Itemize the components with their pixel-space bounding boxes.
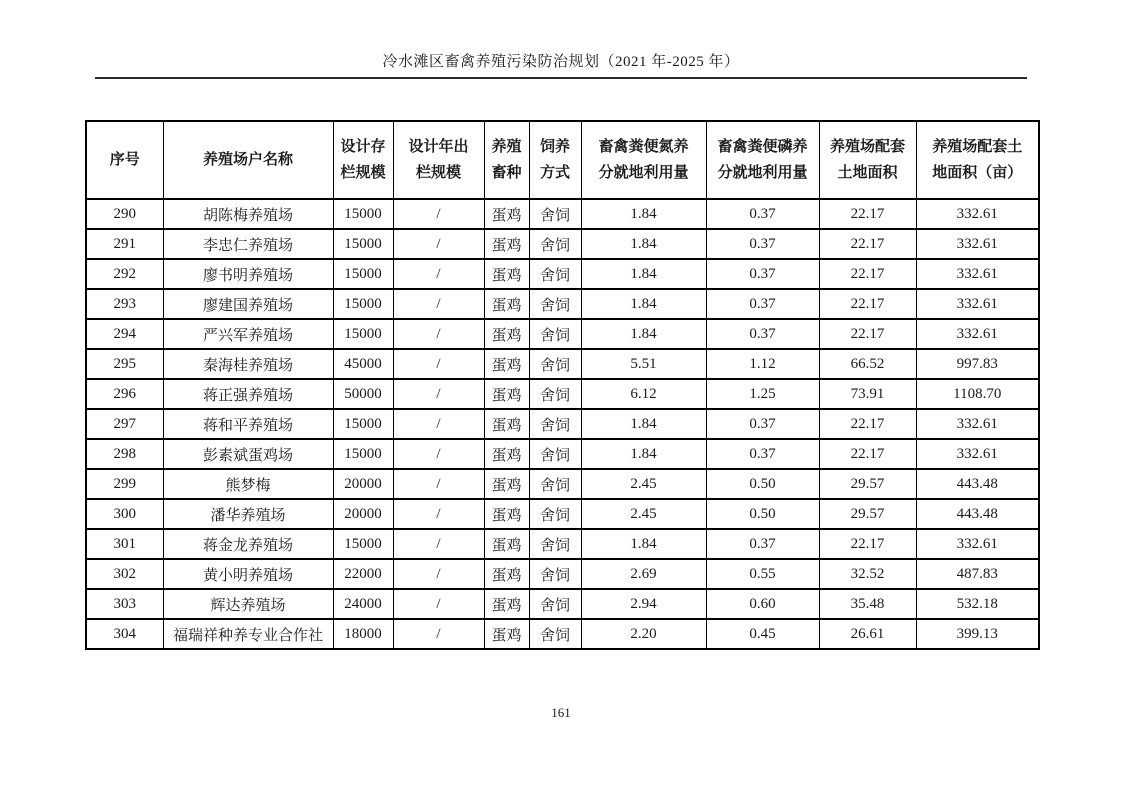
cell-design-annual-output-scale: / — [393, 289, 484, 319]
cell-farm-name: 辉达养殖场 — [163, 589, 333, 619]
cell-manure-nitrogen-local-utilization: 1.84 — [581, 289, 706, 319]
cell-manure-nitrogen-local-utilization: 1.84 — [581, 259, 706, 289]
cell-design-stock-scale: 15000 — [333, 289, 393, 319]
cell-supporting-land-area-mu: 332.61 — [916, 289, 1039, 319]
cell-feeding-method: 舍饲 — [529, 319, 581, 349]
cell-design-stock-scale: 15000 — [333, 319, 393, 349]
cell-manure-phosphorus-local-utilization: 0.50 — [706, 469, 819, 499]
cell-feeding-method: 舍饲 — [529, 619, 581, 649]
cell-index: 299 — [86, 469, 163, 499]
cell-index: 293 — [86, 289, 163, 319]
cell-feeding-method: 舍饲 — [529, 199, 581, 229]
cell-livestock-type: 蛋鸡 — [484, 259, 529, 289]
cell-design-annual-output-scale: / — [393, 499, 484, 529]
column-header-manure-nitrogen-local-utilization: 畜禽粪便氮养 分就地利用量 — [581, 121, 706, 199]
cell-design-stock-scale: 50000 — [333, 379, 393, 409]
cell-supporting-land-area: 22.17 — [819, 229, 916, 259]
cell-farm-name: 廖建国养殖场 — [163, 289, 333, 319]
cell-design-stock-scale: 24000 — [333, 589, 393, 619]
cell-livestock-type: 蛋鸡 — [484, 619, 529, 649]
document-header — [95, 50, 1027, 79]
cell-farm-name: 蒋金龙养殖场 — [163, 529, 333, 559]
cell-farm-name: 廖书明养殖场 — [163, 259, 333, 289]
cell-farm-name: 秦海桂养殖场 — [163, 349, 333, 379]
table-row — [86, 619, 1039, 649]
cell-manure-nitrogen-local-utilization: 1.84 — [581, 319, 706, 349]
cell-supporting-land-area: 29.57 — [819, 469, 916, 499]
cell-manure-phosphorus-local-utilization: 0.50 — [706, 499, 819, 529]
cell-design-stock-scale: 15000 — [333, 439, 393, 469]
cell-supporting-land-area-mu: 443.48 — [916, 499, 1039, 529]
cell-manure-phosphorus-local-utilization: 0.37 — [706, 229, 819, 259]
cell-manure-nitrogen-local-utilization: 1.84 — [581, 199, 706, 229]
table-row — [86, 259, 1039, 289]
cell-index: 304 — [86, 619, 163, 649]
cell-supporting-land-area-mu: 443.48 — [916, 469, 1039, 499]
cell-livestock-type: 蛋鸡 — [484, 439, 529, 469]
cell-supporting-land-area: 73.91 — [819, 379, 916, 409]
cell-index: 297 — [86, 409, 163, 439]
cell-manure-nitrogen-local-utilization: 2.94 — [581, 589, 706, 619]
cell-supporting-land-area-mu: 1108.70 — [916, 379, 1039, 409]
cell-farm-name: 蒋和平养殖场 — [163, 409, 333, 439]
cell-manure-phosphorus-local-utilization: 1.25 — [706, 379, 819, 409]
table-row — [86, 409, 1039, 439]
table-row — [86, 469, 1039, 499]
cell-supporting-land-area: 32.52 — [819, 559, 916, 589]
cell-farm-name: 严兴军养殖场 — [163, 319, 333, 349]
table-row — [86, 319, 1039, 349]
cell-supporting-land-area: 22.17 — [819, 439, 916, 469]
cell-feeding-method: 舍饲 — [529, 289, 581, 319]
cell-manure-nitrogen-local-utilization: 1.84 — [581, 439, 706, 469]
cell-index: 292 — [86, 259, 163, 289]
table-body — [86, 199, 1039, 649]
cell-supporting-land-area: 26.61 — [819, 619, 916, 649]
cell-design-annual-output-scale: / — [393, 259, 484, 289]
cell-supporting-land-area-mu: 487.83 — [916, 559, 1039, 589]
cell-manure-phosphorus-local-utilization: 0.37 — [706, 319, 819, 349]
cell-livestock-type: 蛋鸡 — [484, 499, 529, 529]
table-row — [86, 379, 1039, 409]
cell-supporting-land-area: 22.17 — [819, 259, 916, 289]
column-header-supporting-land-area: 养殖场配套 土地面积 — [819, 121, 916, 199]
cell-manure-nitrogen-local-utilization: 1.84 — [581, 229, 706, 259]
cell-index: 302 — [86, 559, 163, 589]
cell-livestock-type: 蛋鸡 — [484, 379, 529, 409]
cell-supporting-land-area: 22.17 — [819, 289, 916, 319]
cell-supporting-land-area-mu: 332.61 — [916, 319, 1039, 349]
cell-design-annual-output-scale: / — [393, 619, 484, 649]
column-header-supporting-land-area-mu: 养殖场配套土 地面积（亩） — [916, 121, 1039, 199]
cell-farm-name: 潘华养殖场 — [163, 499, 333, 529]
cell-supporting-land-area: 22.17 — [819, 409, 916, 439]
cell-livestock-type: 蛋鸡 — [484, 229, 529, 259]
cell-index: 296 — [86, 379, 163, 409]
cell-farm-name: 彭素斌蛋鸡场 — [163, 439, 333, 469]
cell-feeding-method: 舍饲 — [529, 499, 581, 529]
table-row — [86, 199, 1039, 229]
cell-manure-nitrogen-local-utilization: 6.12 — [581, 379, 706, 409]
table-row — [86, 289, 1039, 319]
cell-manure-phosphorus-local-utilization: 0.55 — [706, 559, 819, 589]
cell-index: 295 — [86, 349, 163, 379]
cell-manure-nitrogen-local-utilization: 2.45 — [581, 469, 706, 499]
cell-index: 301 — [86, 529, 163, 559]
cell-manure-phosphorus-local-utilization: 0.37 — [706, 439, 819, 469]
cell-index: 300 — [86, 499, 163, 529]
cell-farm-name: 福瑞祥种养专业合作社 — [163, 619, 333, 649]
cell-design-stock-scale: 15000 — [333, 199, 393, 229]
cell-feeding-method: 舍饲 — [529, 349, 581, 379]
cell-feeding-method: 舍饲 — [529, 439, 581, 469]
column-header-manure-phosphorus-local-utilization: 畜禽粪便磷养 分就地利用量 — [706, 121, 819, 199]
cell-manure-phosphorus-local-utilization: 0.60 — [706, 589, 819, 619]
cell-design-stock-scale: 45000 — [333, 349, 393, 379]
page-number: 161 — [551, 705, 571, 720]
cell-design-annual-output-scale: / — [393, 529, 484, 559]
table-row — [86, 349, 1039, 379]
cell-design-annual-output-scale: / — [393, 379, 484, 409]
cell-farm-name: 蒋正强养殖场 — [163, 379, 333, 409]
cell-design-annual-output-scale: / — [393, 559, 484, 589]
cell-design-stock-scale: 20000 — [333, 469, 393, 499]
cell-farm-name: 李忠仁养殖场 — [163, 229, 333, 259]
table-row — [86, 499, 1039, 529]
column-header-design-stock-scale: 设计存 栏规模 — [333, 121, 393, 199]
cell-manure-nitrogen-local-utilization: 2.45 — [581, 499, 706, 529]
cell-index: 294 — [86, 319, 163, 349]
cell-design-annual-output-scale: / — [393, 199, 484, 229]
cell-livestock-type: 蛋鸡 — [484, 319, 529, 349]
cell-livestock-type: 蛋鸡 — [484, 349, 529, 379]
cell-supporting-land-area: 22.17 — [819, 199, 916, 229]
cell-design-annual-output-scale: / — [393, 469, 484, 499]
cell-design-stock-scale: 15000 — [333, 259, 393, 289]
cell-livestock-type: 蛋鸡 — [484, 469, 529, 499]
cell-supporting-land-area-mu: 332.61 — [916, 199, 1039, 229]
table-row — [86, 529, 1039, 559]
cell-design-annual-output-scale: / — [393, 589, 484, 619]
cell-farm-name: 黄小明养殖场 — [163, 559, 333, 589]
cell-manure-phosphorus-local-utilization: 0.45 — [706, 619, 819, 649]
cell-supporting-land-area-mu: 332.61 — [916, 439, 1039, 469]
cell-manure-nitrogen-local-utilization: 5.51 — [581, 349, 706, 379]
cell-design-stock-scale: 22000 — [333, 559, 393, 589]
cell-feeding-method: 舍饲 — [529, 379, 581, 409]
table-header-row — [86, 121, 1039, 199]
document-title: 冷水滩区畜禽养殖污染防治规划（2021 年-2025 年） — [382, 54, 740, 70]
cell-index: 290 — [86, 199, 163, 229]
column-header-design-annual-output-scale: 设计年出 栏规模 — [393, 121, 484, 199]
table-row — [86, 589, 1039, 619]
cell-design-annual-output-scale: / — [393, 229, 484, 259]
cell-manure-phosphorus-local-utilization: 0.37 — [706, 259, 819, 289]
column-header-livestock-type: 养殖 畜种 — [484, 121, 529, 199]
cell-livestock-type: 蛋鸡 — [484, 199, 529, 229]
cell-design-annual-output-scale: / — [393, 319, 484, 349]
cell-manure-nitrogen-local-utilization: 1.84 — [581, 529, 706, 559]
cell-supporting-land-area-mu: 332.61 — [916, 409, 1039, 439]
cell-feeding-method: 舍饲 — [529, 589, 581, 619]
cell-feeding-method: 舍饲 — [529, 409, 581, 439]
cell-supporting-land-area-mu: 399.13 — [916, 619, 1039, 649]
cell-design-stock-scale: 15000 — [333, 229, 393, 259]
table-row — [86, 229, 1039, 259]
cell-feeding-method: 舍饲 — [529, 229, 581, 259]
cell-manure-nitrogen-local-utilization: 2.20 — [581, 619, 706, 649]
cell-supporting-land-area-mu: 332.61 — [916, 259, 1039, 289]
cell-design-stock-scale: 18000 — [333, 619, 393, 649]
cell-manure-phosphorus-local-utilization: 0.37 — [706, 199, 819, 229]
cell-manure-phosphorus-local-utilization: 0.37 — [706, 409, 819, 439]
cell-manure-nitrogen-local-utilization: 1.84 — [581, 409, 706, 439]
cell-supporting-land-area: 22.17 — [819, 319, 916, 349]
cell-manure-phosphorus-local-utilization: 0.37 — [706, 529, 819, 559]
cell-design-stock-scale: 15000 — [333, 529, 393, 559]
cell-manure-phosphorus-local-utilization: 1.12 — [706, 349, 819, 379]
cell-livestock-type: 蛋鸡 — [484, 589, 529, 619]
cell-index: 303 — [86, 589, 163, 619]
cell-farm-name: 熊梦梅 — [163, 469, 333, 499]
cell-manure-nitrogen-local-utilization: 2.69 — [581, 559, 706, 589]
cell-design-stock-scale: 20000 — [333, 499, 393, 529]
cell-supporting-land-area: 66.52 — [819, 349, 916, 379]
cell-supporting-land-area-mu: 997.83 — [916, 349, 1039, 379]
cell-feeding-method: 舍饲 — [529, 469, 581, 499]
column-header-feeding-method: 饲养 方式 — [529, 121, 581, 199]
cell-design-annual-output-scale: / — [393, 409, 484, 439]
cell-supporting-land-area: 22.17 — [819, 529, 916, 559]
cell-supporting-land-area-mu: 332.61 — [916, 529, 1039, 559]
cell-index: 298 — [86, 439, 163, 469]
cell-farm-name: 胡陈梅养殖场 — [163, 199, 333, 229]
column-header-index: 序号 — [86, 121, 163, 199]
cell-supporting-land-area: 35.48 — [819, 589, 916, 619]
cell-design-annual-output-scale: / — [393, 439, 484, 469]
cell-feeding-method: 舍饲 — [529, 529, 581, 559]
cell-supporting-land-area-mu: 332.61 — [916, 229, 1039, 259]
cell-livestock-type: 蛋鸡 — [484, 409, 529, 439]
table-row — [86, 439, 1039, 469]
cell-design-stock-scale: 15000 — [333, 409, 393, 439]
cell-supporting-land-area-mu: 532.18 — [916, 589, 1039, 619]
cell-feeding-method: 舍饲 — [529, 259, 581, 289]
cell-index: 291 — [86, 229, 163, 259]
cell-supporting-land-area: 29.57 — [819, 499, 916, 529]
table-row — [86, 559, 1039, 589]
cell-design-annual-output-scale: / — [393, 349, 484, 379]
cell-feeding-method: 舍饲 — [529, 559, 581, 589]
column-header-farm-name: 养殖场户名称 — [163, 121, 333, 199]
cell-livestock-type: 蛋鸡 — [484, 529, 529, 559]
cell-livestock-type: 蛋鸡 — [484, 289, 529, 319]
farm-data-table — [85, 120, 1040, 650]
cell-livestock-type: 蛋鸡 — [484, 559, 529, 589]
cell-manure-phosphorus-local-utilization: 0.37 — [706, 289, 819, 319]
